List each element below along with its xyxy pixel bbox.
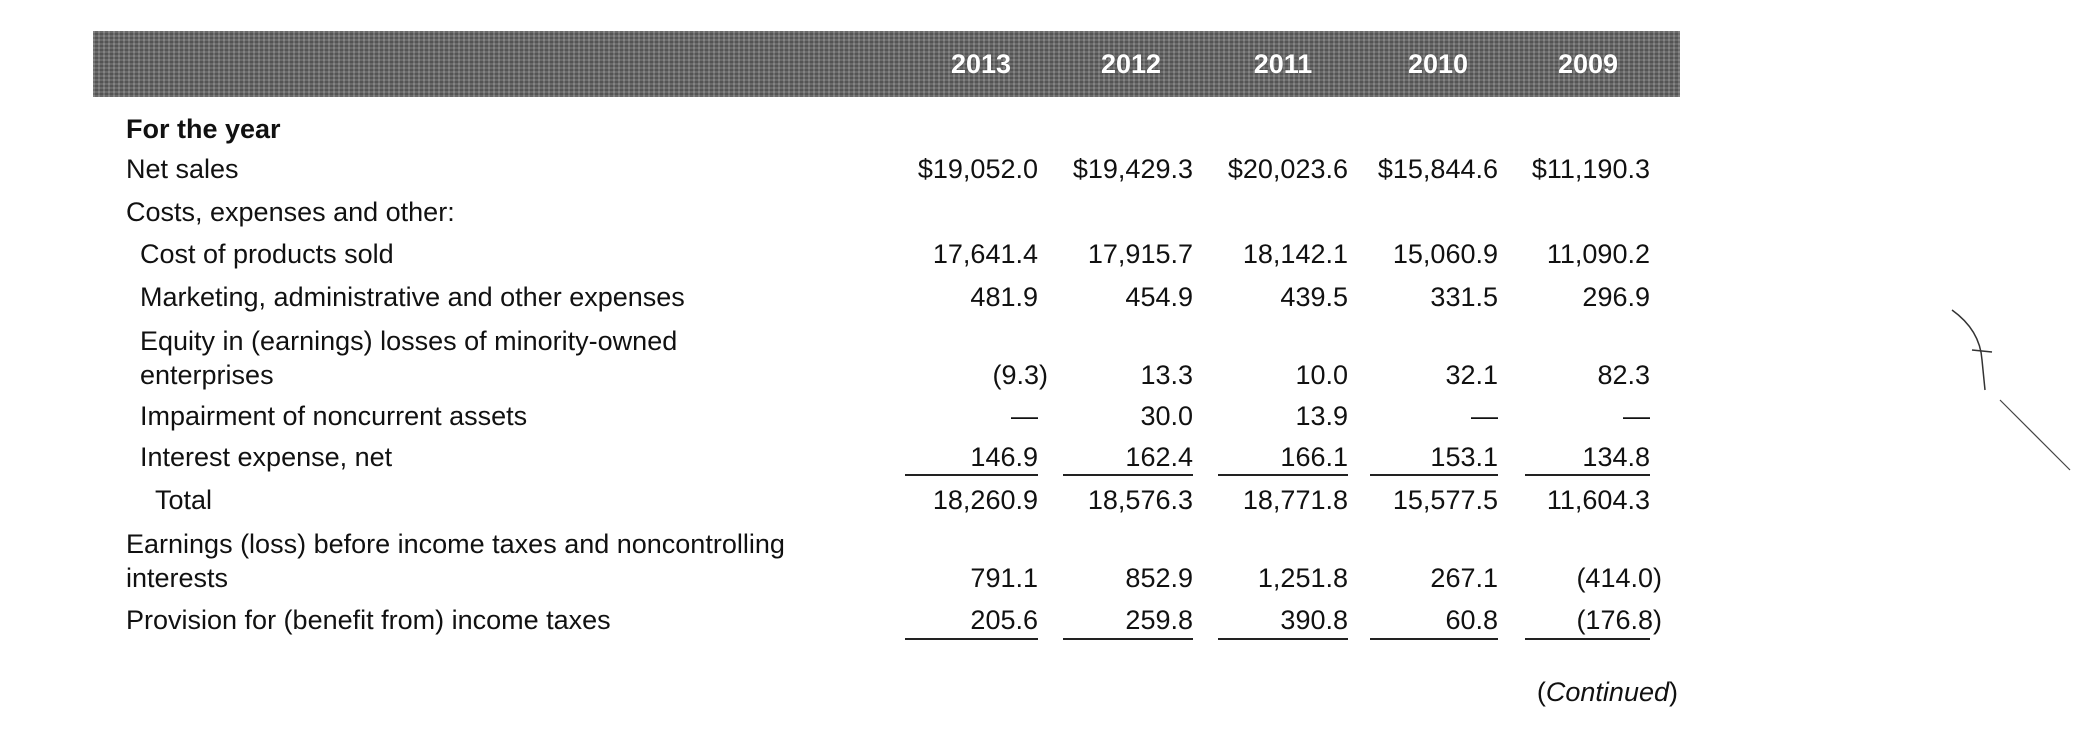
cell-cost-of-products-2013: 17,641.4 <box>932 239 1038 269</box>
cell-total-2010: 15,577.5 <box>1392 485 1498 515</box>
cell-earnings-2012: 852.9 <box>1125 563 1193 593</box>
cell-marketing-2010: 331.5 <box>1430 282 1498 312</box>
cell-total-2011: 18,771.8 <box>1242 485 1348 515</box>
pen-mark-icon <box>1950 300 2080 480</box>
underline-provision-2013 <box>905 638 1038 640</box>
row-label-earnings-line2: interests <box>126 563 229 593</box>
row-label-earnings-line1: Earnings (loss) before income taxes and noncontrolling <box>126 529 785 559</box>
underline-interest-2010 <box>1370 474 1498 476</box>
cell-net-sales-2013: $19,052.0 <box>917 154 1038 184</box>
cell-marketing-2011: 439.5 <box>1280 282 1348 312</box>
cell-earnings-2010: 267.1 <box>1430 563 1498 593</box>
cell-provision-2013: 205.6 <box>970 605 1038 635</box>
cell-cost-of-products-2009: 11,090.2 <box>1546 239 1650 269</box>
row-label-cost-of-products-sold: Cost of products sold <box>140 239 394 269</box>
cell-cost-of-products-2012: 17,915.7 <box>1087 239 1193 269</box>
cell-total-2009: 11,604.3 <box>1546 485 1650 515</box>
cell-cost-of-products-2010: 15,060.9 <box>1392 239 1498 269</box>
cell-interest-2011: 166.1 <box>1280 442 1348 472</box>
cell-total-2013: 18,260.9 <box>932 485 1038 515</box>
continued-open-paren: ( <box>1536 677 1546 707</box>
cell-equity-2010: 32.1 <box>1445 360 1498 390</box>
cell-marketing-2012: 454.9 <box>1125 282 1193 312</box>
section-title: For the year <box>126 114 281 144</box>
underline-interest-2011 <box>1218 474 1348 476</box>
row-label-marketing-admin: Marketing, administrative and other expenses <box>140 282 685 312</box>
cell-equity-2009: 82.3 <box>1597 360 1650 390</box>
year-header-2012: 2012 <box>1100 49 1162 79</box>
year-header-2011: 2011 <box>1253 49 1313 79</box>
cell-marketing-2013: 481.9 <box>970 282 1038 312</box>
row-label-net-sales: Net sales <box>126 154 239 184</box>
row-label-costs-heading: Costs, expenses and other: <box>126 197 455 227</box>
cell-provision-2010: 60.8 <box>1445 605 1498 635</box>
row-label-impairment: Impairment of noncurrent assets <box>140 401 528 431</box>
cell-net-sales-2012: $19,429.3 <box>1072 154 1193 184</box>
cell-earnings-2011: 1,251.8 <box>1257 563 1348 593</box>
cell-provision-2012: 259.8 <box>1125 605 1193 635</box>
row-label-equity-line1: Equity in (earnings) losses of minority-owned <box>140 326 678 356</box>
cell-earnings-2013: 791.1 <box>970 563 1038 593</box>
cell-net-sales-2010: $15,844.6 <box>1377 154 1498 184</box>
underline-interest-2009 <box>1525 474 1650 476</box>
row-label-provision: Provision for (benefit from) income taxes <box>126 605 611 635</box>
cell-earnings-2009: (414.0) <box>1576 563 1662 593</box>
continued-word: Continued <box>1545 677 1669 707</box>
underline-provision-2012 <box>1063 638 1193 640</box>
cell-equity-2012: 13.3 <box>1140 360 1193 390</box>
cell-impairment-2010: — <box>1471 401 1498 431</box>
cell-impairment-2012: 30.0 <box>1140 401 1193 431</box>
row-label-equity-line2: enterprises <box>140 360 274 390</box>
cell-provision-2009: (176.8) <box>1576 605 1662 635</box>
continued-close-paren: ) <box>1669 677 1678 707</box>
cell-interest-2013: 146.9 <box>970 442 1038 472</box>
cell-impairment-2013: — <box>1011 401 1038 431</box>
row-label-total: Total <box>155 485 213 515</box>
year-header-2010: 2010 <box>1407 49 1469 79</box>
cell-net-sales-2009: $11,190.3 <box>1531 154 1650 184</box>
underline-interest-2012 <box>1063 474 1193 476</box>
underline-provision-2009 <box>1525 638 1650 640</box>
year-header-2013: 2013 <box>950 49 1012 79</box>
cell-cost-of-products-2011: 18,142.1 <box>1242 239 1348 269</box>
cell-equity-2013: (9.3) <box>992 360 1048 390</box>
year-header-2009: 2009 <box>1557 49 1619 79</box>
cell-interest-2009: 134.8 <box>1582 442 1650 472</box>
underline-provision-2010 <box>1370 638 1498 640</box>
underline-provision-2011 <box>1218 638 1348 640</box>
cell-marketing-2009: 296.9 <box>1582 282 1650 312</box>
cell-interest-2010: 153.1 <box>1430 442 1498 472</box>
cell-total-2012: 18,576.3 <box>1087 485 1193 515</box>
row-label-interest-expense: Interest expense, net <box>140 442 393 472</box>
cell-provision-2011: 390.8 <box>1280 605 1348 635</box>
underline-interest-2013 <box>905 474 1038 476</box>
cell-impairment-2011: 13.9 <box>1295 401 1348 431</box>
cell-interest-2012: 162.4 <box>1125 442 1193 472</box>
continued-note <box>1520 675 1678 709</box>
cell-net-sales-2011: $20,023.6 <box>1227 154 1348 184</box>
cell-equity-2011: 10.0 <box>1295 360 1348 390</box>
cell-impairment-2009: — <box>1623 401 1650 431</box>
